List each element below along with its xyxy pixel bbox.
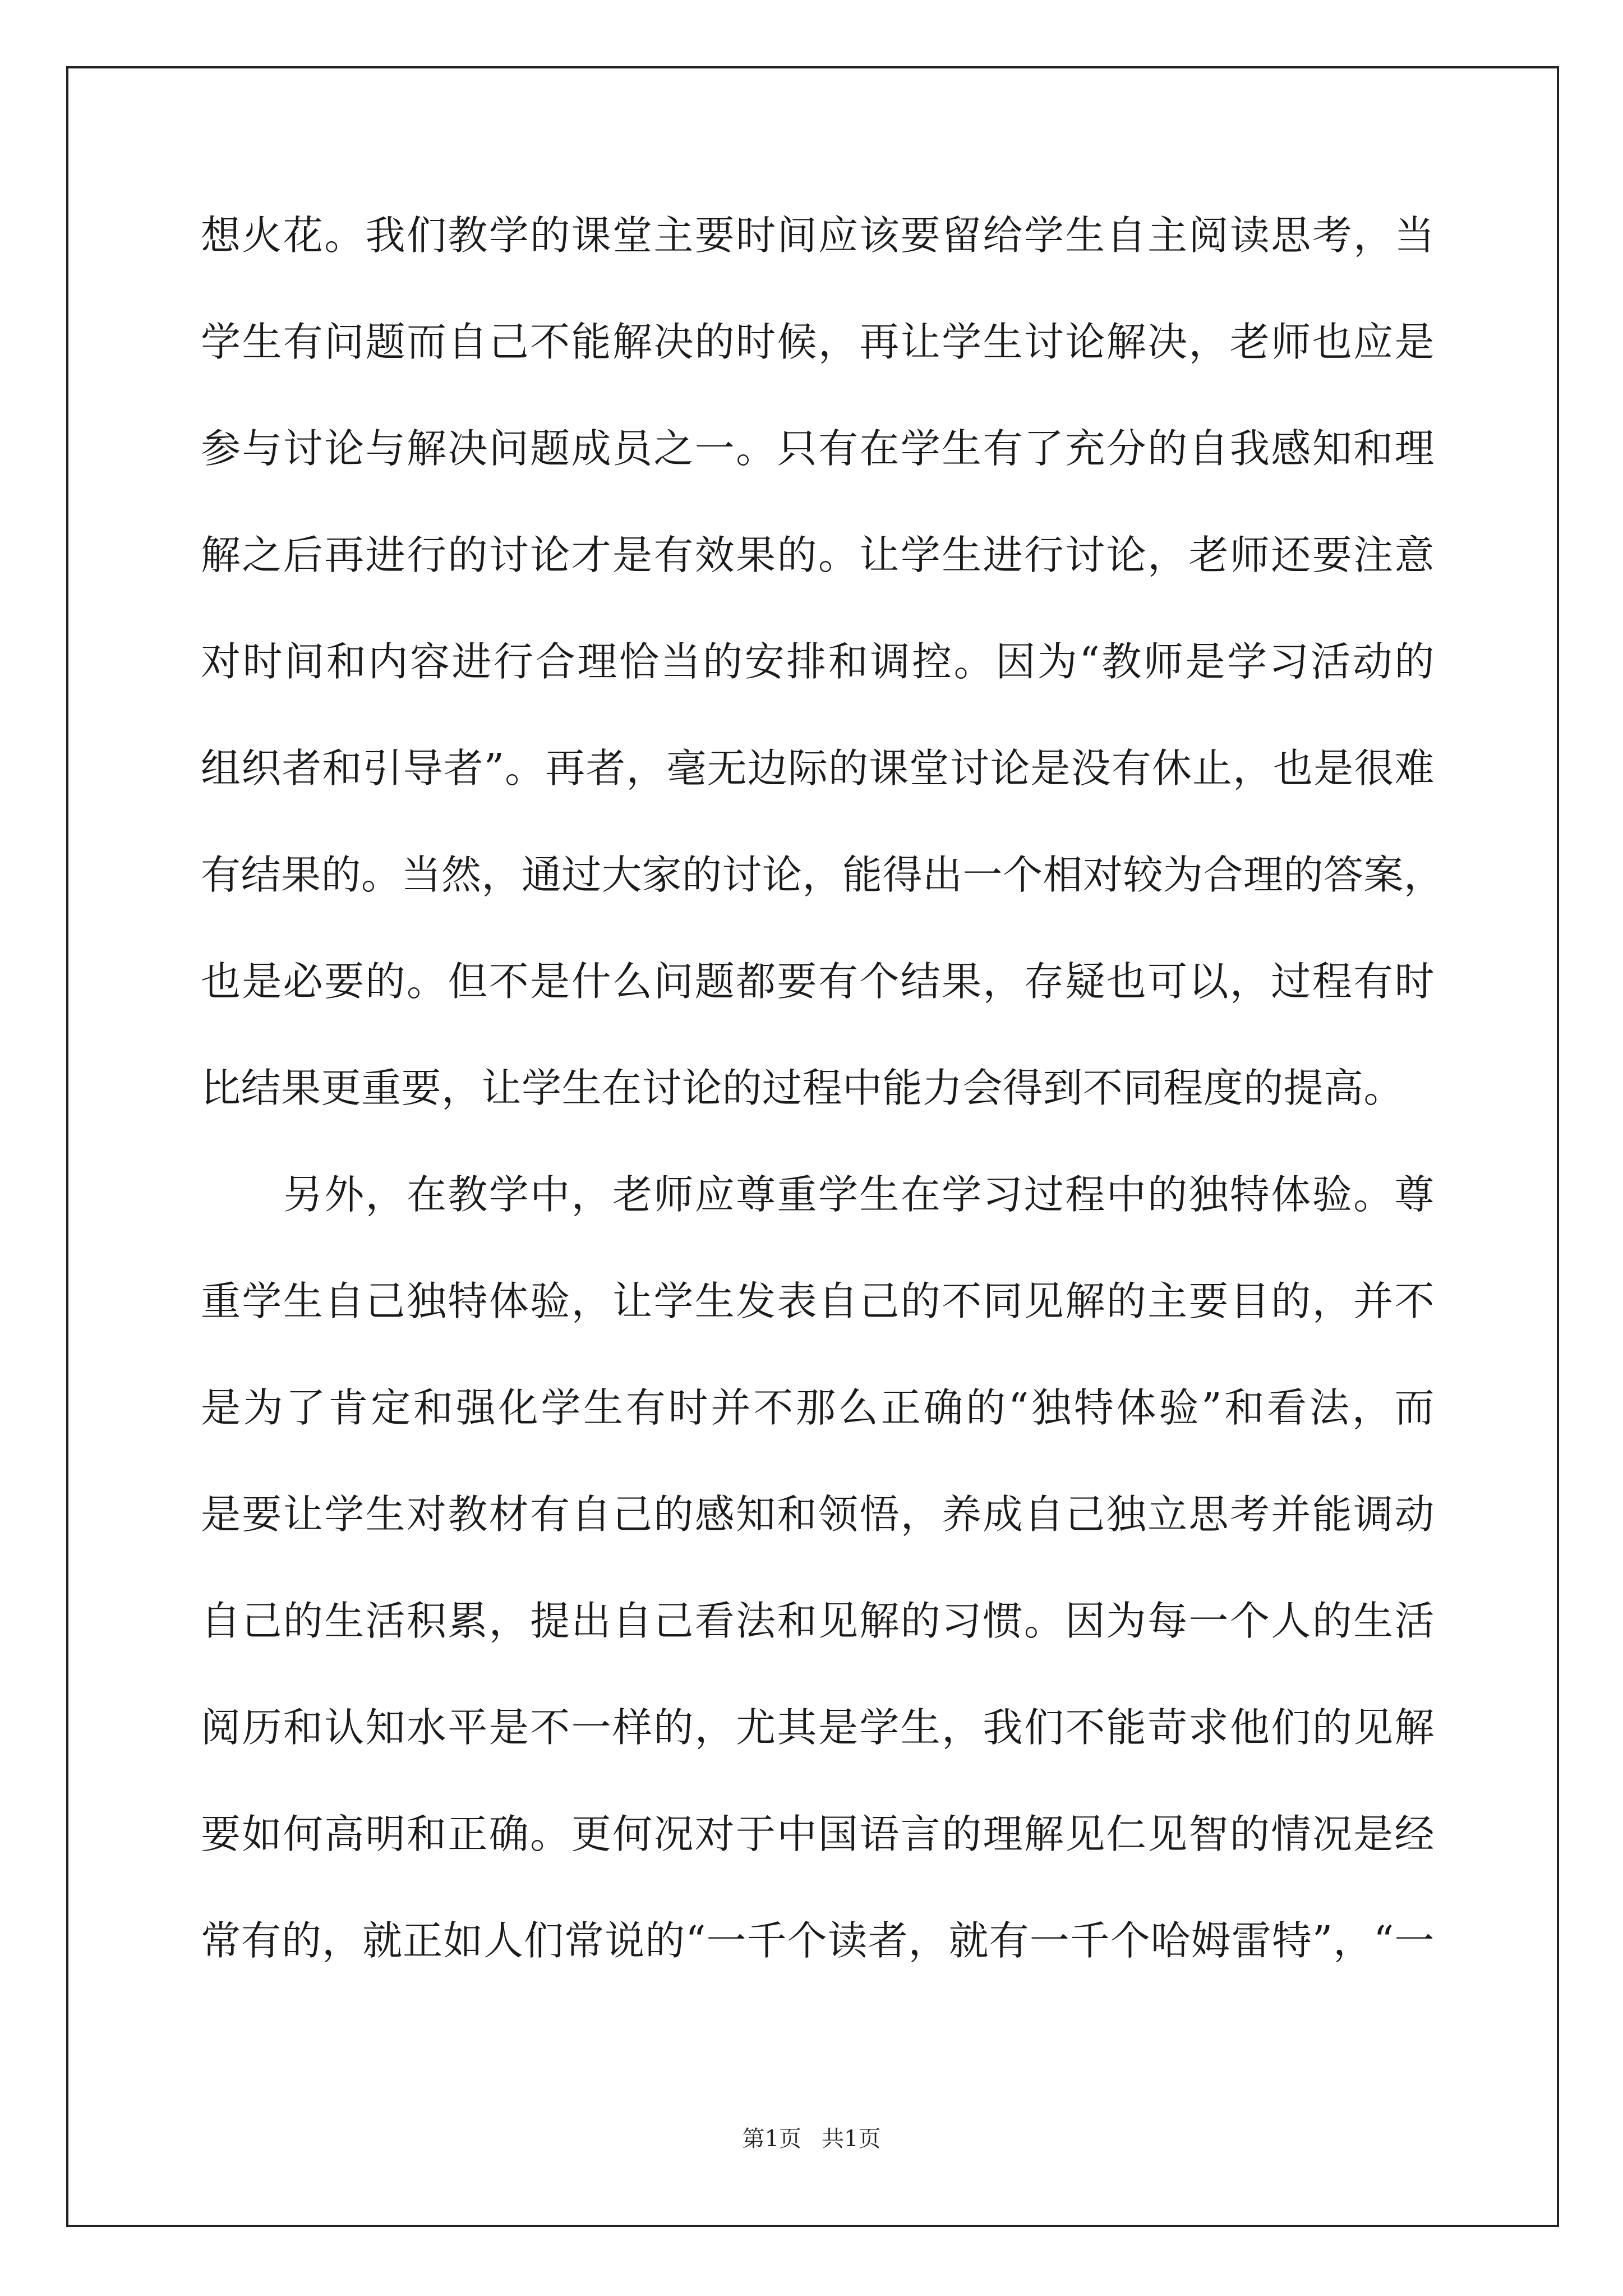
text-line: 比结果更重要，让学生在讨论的过程中能力会得到不同程度的提高。 (201, 1065, 1404, 1111)
page-number-current: 第1页 (742, 2126, 801, 2152)
page-number-total: 共1页 (822, 2126, 881, 2152)
text-line: 对时间和内容进行合理恰当的安排和调控。因为“教师是学习活动的 (201, 638, 1435, 685)
page-footer (0, 2125, 1623, 2153)
text-line: 常有的，就正如人们常说的“一千个读者，就有一千个哈姆雷特”，“一 (201, 1917, 1435, 1964)
text-line: 解之后再进行的讨论才是有效果的。让学生进行讨论，老师还要注意 (201, 532, 1435, 578)
text-line: 另外，在教学中，老师应尊重学生在学习过程中的独特体验。尊 (201, 1171, 1435, 1218)
text-line: 也是必要的。但不是什么问题都要有个结果，存疑也可以，过程有时 (201, 958, 1435, 1005)
document-body (201, 208, 1444, 2019)
text-line: 阅历和认知水平是不一样的，尤其是学生，我们不能苛求他们的见解 (201, 1704, 1435, 1751)
text-line: 自己的生活积累，提出自己看法和见解的习惯。因为每一个人的生活 (201, 1598, 1435, 1644)
text-line: 有结果的。当然，通过大家的讨论，能得出一个相对较为合理的答案， (201, 852, 1444, 898)
text-line: 重学生自己独特体验，让学生发表自己的不同见解的主要目的，并不 (201, 1278, 1435, 1324)
text-line: 学生有问题而自己不能解决的时候，再让学生讨论解决，老师也应是 (201, 319, 1435, 365)
text-line: 参与讨论与解决问题成员之一。只有在学生有了充分的自我感知和理 (201, 425, 1435, 472)
text-line: 组织者和引导者”。再者，毫无边际的课堂讨论是没有休止，也是很难 (201, 745, 1435, 792)
text-line: 想火花。我们教学的课堂主要时间应该要留给学生自主阅读思考，当 (201, 212, 1435, 259)
text-line: 是要让学生对教材有自己的感知和领悟，养成自己独立思考并能调动 (201, 1491, 1435, 1538)
text-line: 是为了肯定和强化学生有时并不那么正确的“独特体验”和看法，而 (201, 1384, 1435, 1431)
text-line: 要如何高明和正确。更何况对于中国语言的理解见仁见智的情况是经 (201, 1811, 1435, 1857)
